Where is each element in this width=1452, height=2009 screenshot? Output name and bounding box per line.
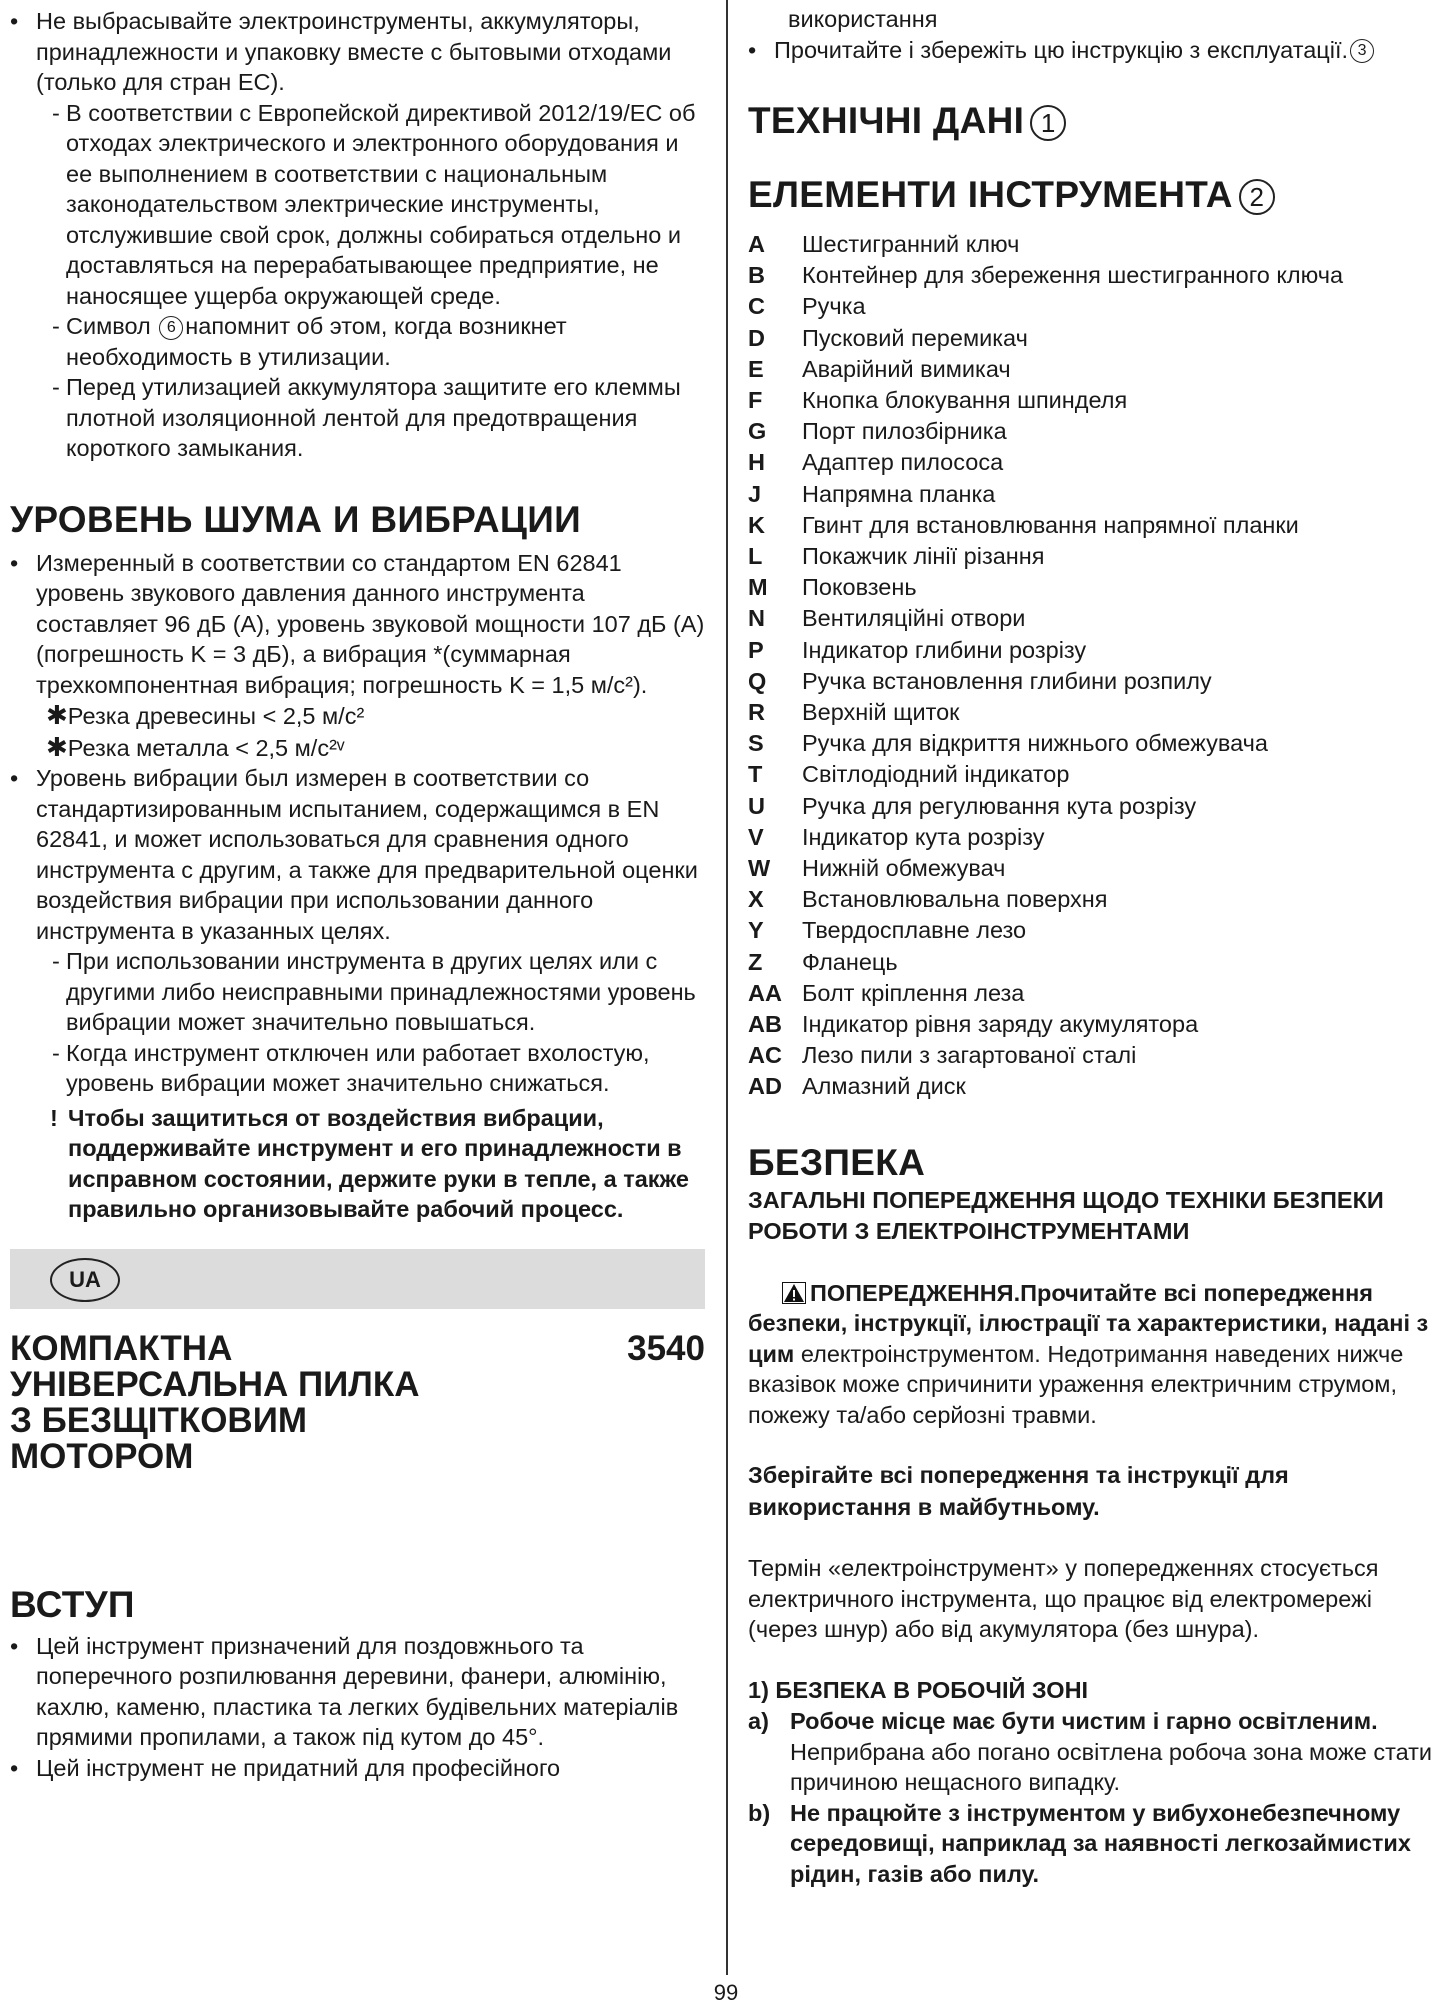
part-name: Встановлювальна поверхня [802,886,1108,913]
part-letter: AC [748,1042,782,1069]
part-name: Світлодіодний індикатор [802,761,1070,788]
part-name: Адаптер пилососа [802,449,1004,476]
part-letter: L [748,543,763,570]
part-letter: Q [748,667,767,694]
disposal-dash-2 [10,311,705,372]
star-metal-text: Резка металла < 2,5 м/с²ᵛ [67,734,345,761]
item-b [748,1798,1448,1890]
part-letter: K [748,511,765,538]
vibration-warning: ! Чтобы защититься от воздействия вибрации, поддерживайте инструмент и его принадлежности в исправном состоянии, держите руки в тепле, а также правильно организовывайте рабочий процесс. [10,1103,705,1225]
part-letter: G [748,418,767,445]
safety-subheading: ЗАГАЛЬНІ ПОПЕРЕДЖЕННЯ ЩОДО ТЕХНІКИ БЕЗПЕКИ РОБОТИ З ЕЛЕКТРОІНСТРУМЕНТАМИ [748,1186,1384,1245]
tech-data-title: ТЕХНІЧНІ ДАНІ [748,100,1025,141]
part-letter: Y [748,917,764,944]
product-title-line-1: КОМПАКТНА [10,1328,233,1368]
noise-bullet-1: • Измеренный в соответствии со стандартом EN 62841 уровень звукового давления данного инструмента составляет 96 дБ (A), уровень звуковой мощности 107 дБ (A) (погрешность K = 3 дБ), а вибрация *(суммарная трехкомпонентная вибрация; погрешность K = 1,5 м/с²). [10,548,705,701]
part-name: Індикатор глибини розрізу [802,636,1087,663]
item-a-label: a) [748,1708,769,1735]
warning-paragraph [748,1278,1448,1431]
read-instructions-bullet [748,35,1448,66]
part-name: Болт кріплення леза [802,979,1025,1006]
part-letter: M [748,574,768,601]
warning-triangle-icon [782,1282,806,1304]
circled-number-3: 3 [1350,39,1374,63]
item-b-bold: Не працюйте з інструментом у вибухонебезпечному середовищі, наприклад за наявності легкозаймистих рідин, газів або пилу. [790,1799,1411,1887]
part-letter: F [748,387,763,414]
product-title-line-4: МОТОРОМ [10,1436,194,1476]
safety-heading: БЕЗПЕКА [748,1141,926,1183]
parts-list [748,229,1448,1103]
part-name: Індикатор кута розрізу [802,823,1045,850]
product-title-line-3: З БЕЗЩІТКОВИМ [10,1400,308,1440]
product-title-line-2: УНІВЕРСАЛЬНА ПИЛКА [10,1364,420,1404]
star-item-metal [10,732,705,764]
noise-bullet-2: • Уровень вибрации был измерен в соответствии со стандартизированным испытанием, содержащимся в EN 62841, и может использоваться для сравнения одного инструмента с другим, а также для предварительной оценки воздействия вибрации при использовании данного инструмента в указанных целях. [10,763,705,946]
part-name: Ручка для регулювання кута розрізу [802,792,1197,819]
item-a-normal: Неприбрана або погано освітлена робоча зона може стати причиною нещасного випадку. [790,1738,1433,1796]
intro-bullet-1: • Цей інструмент призначений для поздовжнього та поперечного розпилювання деревини, фанери, алюмінію, кахлю, каменю, пластика та легких будівельних матеріалів прямими пропилами, а також під кутом до 45°. [10,1631,705,1753]
part-name: Ручка [802,293,866,320]
intro-bullet-2: • Цей інструмент не придатний для професійного [10,1753,705,1784]
dash2-post: напомнит об этом, когда возникнет необходимость в утилизации. [66,313,567,370]
dash2-pre: Символ [66,313,151,339]
part-name: Пусковий перемикач [802,324,1028,351]
part-name: Порт пилозбірника [802,418,1007,445]
part-name: Контейнер для збереження шестигранного ключа [802,262,1344,289]
item-a-bold: Робоче місце має бути чистим і гарно освітленим. [790,1708,1378,1735]
continued-line: використання [788,6,938,32]
part-letter: R [748,699,765,726]
right-column [748,0,1448,1889]
part-name: Твердосплавне лезо [802,917,1027,944]
part-letter: C [748,293,765,320]
part-letter: E [748,355,764,382]
part-name: Лезо пили з загартованої сталі [802,1042,1137,1069]
part-name: Напрямна планка [802,480,996,507]
product-title [10,1328,705,1476]
elements-title: ЕЛЕМЕНТИ ІНСТРУМЕНТА [748,174,1233,215]
part-letter: T [748,761,763,788]
warning-bold-text: ПОПЕРЕДЖЕННЯ.Прочитайте всі попередження безпеки, інструкції, ілюстрації та характеристики, надані з цим [748,1279,1429,1367]
intro-heading: ВСТУП [10,1583,135,1625]
noise-dash-1: - При использовании инструмента в других целях или с другими либо неисправными принадлежностями уровень вибрации может значительно повышаться. [10,946,705,1038]
circled-number-1: 1 [1030,105,1066,141]
disposal-dash-3: - Перед утилизацией аккумулятора защитите его клеммы плотной изоляционной лентой для предотвращения короткого замыкания. [10,372,705,464]
star-item-wood [10,700,705,732]
part-name: Вентиляційні отвори [802,605,1026,632]
read-instructions-text: Прочитайте і збережіть цю інструкцію з експлуатації. [774,36,1349,63]
noise-dash-2: - Когда инструмент отключен или работает вхолостую, уровень вибрации может значительно снижаться. [10,1038,705,1099]
part-name: Фланець [802,948,898,975]
part-name: Ручка встановлення глибини розпилу [802,667,1212,694]
left-column [10,0,705,1783]
circled-number-6: 6 [159,316,183,340]
star-wood-text: Резка древесины < 2,5 м/с² [67,703,365,729]
part-letter: B [748,262,765,289]
model-number: 3540 [627,1328,705,1368]
elements-heading [748,173,1448,217]
asterisk-icon: ✱ [46,731,68,762]
term-paragraph: Термін «електроінструмент» у попередженнях стосується електричного інструмента, що працює від електромережі (через шнур) або від акумулятора (без шнура). [748,1555,1379,1643]
part-letter: H [748,449,765,476]
keep-instructions: Зберігайте всі попередження та інструкції для використання в майбутньому. [748,1462,1289,1520]
item-b-label: b) [748,1799,771,1826]
part-letter: V [748,823,764,850]
part-letter: N [748,605,765,632]
part-letter: Z [748,948,763,975]
part-letter: A [748,231,765,257]
column-divider [726,0,728,1975]
part-letter: AA [748,979,782,1006]
part-letter: P [748,636,764,663]
language-badge: UA [50,1258,120,1302]
language-band [10,1249,705,1309]
disposal-dash-1: - В соответствии с Европейской директивой 2012/19/ЕС об отходах электрического и электронного оборудования и ее выполнением в соответствии с национальным законодательством электрические инструменты, отслужившие свой срок, должны собираться отдельно и доставляться на перерабатывающее предприятие, не наносящее ущерба окружающей среде. [10,98,705,312]
part-letter: W [748,855,771,882]
part-letter: AB [748,1011,782,1038]
part-name: Шестигранний ключ [802,231,1020,257]
circled-number-2: 2 [1239,179,1275,215]
part-letter: U [748,792,765,819]
part-letter: J [748,480,762,507]
part-name: Верхній щиток [802,699,960,726]
workarea-heading: 1) БЕЗПЕКА В РОБОЧІЙ ЗОНІ [748,1676,1089,1703]
page-number: 99 [713,1980,739,2005]
part-name: Ручка для відкриття нижнього обмежувача [802,730,1268,757]
tech-data-heading [748,99,1448,143]
part-letter: S [748,730,764,757]
part-name: Гвинт для встановлювання напрямної планки [802,511,1299,538]
part-letter: D [748,324,765,351]
warning-normal-text: електроінструментом. Недотримання наведених нижче вказівок може спричинити ураження електричним струмом, пожежу та/або серйозні травми. [748,1340,1404,1428]
part-name: Алмазний диск [802,1073,966,1100]
part-letter: AD [748,1073,782,1100]
part-name: Кнопка блокування шпинделя [802,387,1128,414]
item-a [748,1706,1448,1798]
disposal-bullet: • Не выбрасывайте электроинструменты, аккумуляторы, принадлежности и упаковку вместе с бытовыми отходами (только для стран ЕС). [10,6,705,98]
part-name: Нижній обмежувач [802,855,1006,882]
part-letter: X [748,886,764,913]
part-name: Поковзень [802,574,917,601]
part-name: Аварійний вимикач [802,355,1011,382]
part-name: Покажчик лінії різання [802,543,1045,570]
asterisk-icon: ✱ [46,700,68,730]
part-name: Індикатор рівня заряду акумулятора [802,1011,1199,1038]
noise-heading: УРОВЕНЬ ШУМА И ВИБРАЦИИ [10,498,582,540]
